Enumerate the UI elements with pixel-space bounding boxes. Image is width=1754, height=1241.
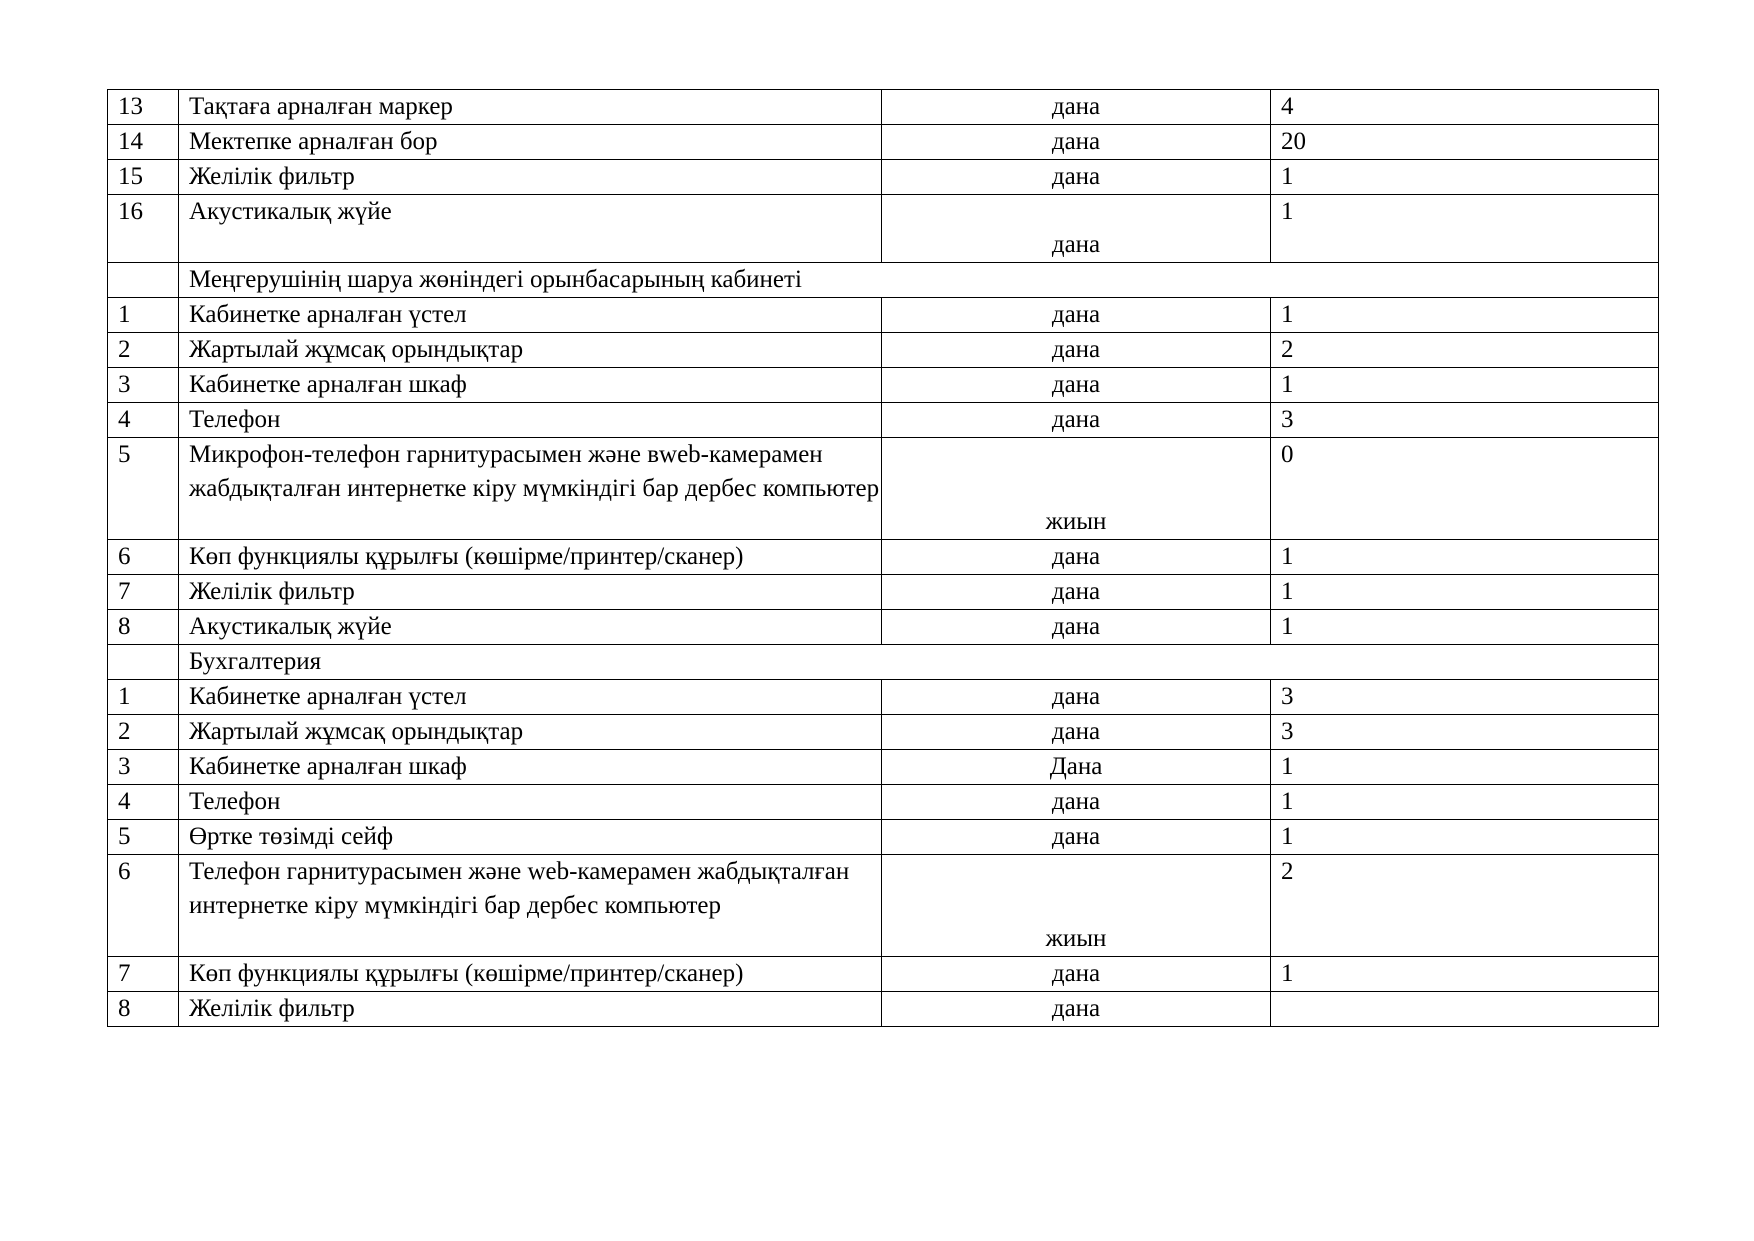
quantity-cell: 0	[1271, 438, 1659, 540]
unit-cell: Дана	[882, 750, 1271, 785]
item-name-cell: Желілік фильтр	[179, 575, 882, 610]
unit-cell: дана	[882, 820, 1271, 855]
unit-cell: дана	[882, 715, 1271, 750]
unit-cell: дана	[882, 333, 1271, 368]
item-name-cell: Мектепке арналған бор	[179, 125, 882, 160]
quantity-cell: 1	[1271, 785, 1659, 820]
quantity-cell: 3	[1271, 403, 1659, 438]
item-name-cell: Көп функциялы құрылғы (көшірме/принтер/сканер)	[179, 540, 882, 575]
quantity-cell: 2	[1271, 855, 1659, 957]
quantity-cell: 2	[1271, 333, 1659, 368]
unit-cell: дана	[882, 575, 1271, 610]
table-row	[108, 540, 1659, 575]
quantity-cell: 1	[1271, 610, 1659, 645]
item-name-cell: Тақтаға арналған маркер	[179, 90, 882, 125]
quantity-cell: 1	[1271, 540, 1659, 575]
row-number-cell: 16	[108, 195, 179, 263]
item-name-cell: Кабинетке арналған шкаф	[179, 750, 882, 785]
table-row	[108, 820, 1659, 855]
table-row	[108, 750, 1659, 785]
item-name-cell: Акустикалық жүйе	[179, 195, 882, 263]
unit-cell: дана	[882, 540, 1271, 575]
item-name-cell: Акустикалық жүйе	[179, 610, 882, 645]
table-row	[108, 368, 1659, 403]
row-number-cell: 4	[108, 403, 179, 438]
unit-cell: дана	[882, 125, 1271, 160]
table-row	[108, 575, 1659, 610]
table-row	[108, 957, 1659, 992]
row-number-cell: 3	[108, 750, 179, 785]
section-header-row	[108, 645, 1659, 680]
row-number-cell: 2	[108, 333, 179, 368]
item-name-cell: Телефон	[179, 785, 882, 820]
row-number-cell: 7	[108, 575, 179, 610]
item-name-cell: Жартылай жұмсақ орындықтар	[179, 333, 882, 368]
table-row	[108, 333, 1659, 368]
section-title: Бухгалтерия	[179, 645, 1659, 680]
table-row	[108, 680, 1659, 715]
item-name-cell: Микрофон-телефон гарнитурасымен және вweb-камерамен жабдықталған интернетке кіру мүмкіндігі бар дербес компьютер	[179, 438, 882, 540]
row-number-cell: 8	[108, 992, 179, 1027]
item-name-cell: Кабинетке арналған шкаф	[179, 368, 882, 403]
quantity-cell: 1	[1271, 195, 1659, 263]
row-number-cell: 5	[108, 438, 179, 540]
table-row	[108, 715, 1659, 750]
row-number-cell: 5	[108, 820, 179, 855]
unit-cell: дана	[882, 90, 1271, 125]
unit-cell: дана	[882, 368, 1271, 403]
row-number-cell: 6	[108, 540, 179, 575]
unit-cell: дана	[882, 680, 1271, 715]
section-number-cell	[108, 645, 179, 680]
table-row	[108, 195, 1659, 263]
unit-cell: жиын	[882, 438, 1271, 540]
table-row	[108, 992, 1659, 1027]
item-name-cell: Желілік фильтр	[179, 160, 882, 195]
quantity-cell: 1	[1271, 298, 1659, 333]
table-row	[108, 160, 1659, 195]
table-row	[108, 90, 1659, 125]
quantity-cell: 20	[1271, 125, 1659, 160]
unit-cell: дана	[882, 992, 1271, 1027]
item-name-cell: Өртке төзімді сейф	[179, 820, 882, 855]
row-number-cell: 7	[108, 957, 179, 992]
quantity-cell: 3	[1271, 715, 1659, 750]
table-row	[108, 785, 1659, 820]
section-title: Меңгерушінің шаруа жөніндегі орынбасарының кабинеті	[179, 263, 1659, 298]
item-name-cell: Желілік фильтр	[179, 992, 882, 1027]
unit-cell: дана	[882, 195, 1271, 263]
table-row	[108, 610, 1659, 645]
quantity-cell: 3	[1271, 680, 1659, 715]
table-row	[108, 298, 1659, 333]
item-name-cell: Көп функциялы құрылғы (көшірме/принтер/сканер)	[179, 957, 882, 992]
unit-cell: жиын	[882, 855, 1271, 957]
item-name-cell: Телефон гарнитурасымен және web-камерамен жабдықталған интернетке кіру мүмкіндігі бар дербес компьютер	[179, 855, 882, 957]
row-number-cell: 14	[108, 125, 179, 160]
row-number-cell: 1	[108, 680, 179, 715]
row-number-cell: 4	[108, 785, 179, 820]
quantity-cell	[1271, 992, 1659, 1027]
unit-cell: дана	[882, 403, 1271, 438]
row-number-cell: 3	[108, 368, 179, 403]
table-row	[108, 438, 1659, 540]
equipment-table	[107, 89, 1659, 1027]
unit-cell: дана	[882, 298, 1271, 333]
unit-cell: дана	[882, 957, 1271, 992]
row-number-cell: 13	[108, 90, 179, 125]
quantity-cell: 1	[1271, 820, 1659, 855]
row-number-cell: 6	[108, 855, 179, 957]
quantity-cell: 1	[1271, 368, 1659, 403]
item-name-cell: Жартылай жұмсақ орындықтар	[179, 715, 882, 750]
item-name-cell: Телефон	[179, 403, 882, 438]
row-number-cell: 8	[108, 610, 179, 645]
unit-cell: дана	[882, 785, 1271, 820]
unit-cell: дана	[882, 160, 1271, 195]
row-number-cell: 1	[108, 298, 179, 333]
quantity-cell: 1	[1271, 160, 1659, 195]
unit-cell: дана	[882, 610, 1271, 645]
quantity-cell: 1	[1271, 575, 1659, 610]
table-row	[108, 855, 1659, 957]
section-header-row	[108, 263, 1659, 298]
item-name-cell: Кабинетке арналған үстел	[179, 680, 882, 715]
equipment-table-body	[108, 90, 1659, 1027]
quantity-cell: 4	[1271, 90, 1659, 125]
row-number-cell: 2	[108, 715, 179, 750]
section-number-cell	[108, 263, 179, 298]
quantity-cell: 1	[1271, 957, 1659, 992]
item-name-cell: Кабинетке арналған үстел	[179, 298, 882, 333]
row-number-cell: 15	[108, 160, 179, 195]
quantity-cell: 1	[1271, 750, 1659, 785]
table-row	[108, 125, 1659, 160]
table-row	[108, 403, 1659, 438]
